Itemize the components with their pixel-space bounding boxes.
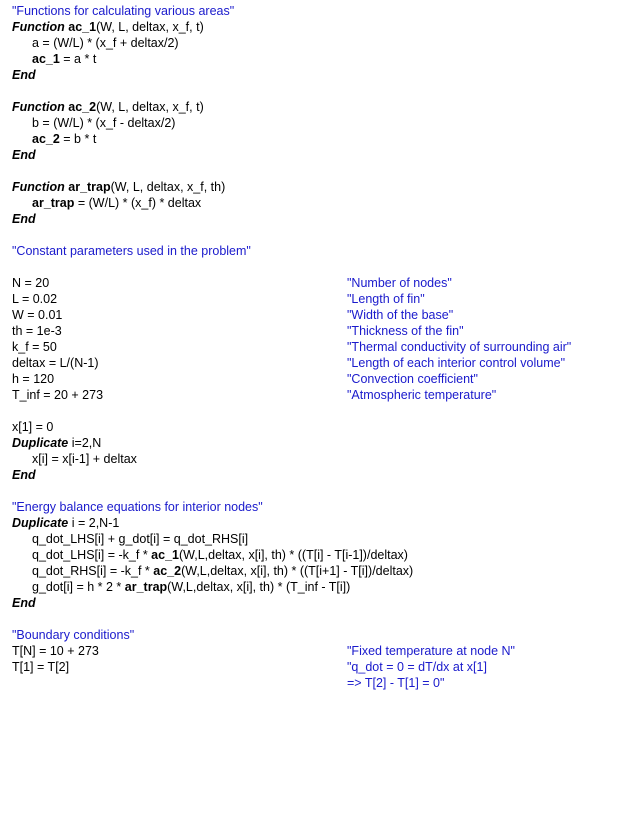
- function-call: ac_2: [153, 564, 182, 578]
- keyword-duplicate: Duplicate: [12, 516, 69, 530]
- statement-deltax: deltax = L/(N-1): [12, 356, 99, 370]
- return-expr: = (W/L) * (x_f) * deltax: [74, 196, 202, 210]
- expr-part: q_dot_LHS[i] = -k_f *: [32, 548, 152, 562]
- statement-gdot: [32, 579, 350, 595]
- comment-kf: "Thermal conductivity of surrounding air": [347, 340, 572, 354]
- keyword-end: End: [12, 148, 36, 162]
- return-name: ac_2: [32, 132, 60, 146]
- statement-T1: T[1] = T[2]: [12, 660, 70, 674]
- duplicate-range: i = 2,N-1: [68, 516, 120, 530]
- function-args: (W, L, deltax, x_f, th): [110, 180, 226, 194]
- function-name: ac_2: [68, 100, 97, 114]
- duplicate-range: i=2,N: [68, 436, 102, 450]
- expr-part: (W,L,deltax, x[i], th) * (T_inf - T[i]): [167, 580, 351, 594]
- expr-part: (W,L,deltax, x[i], th) * ((T[i] - T[i-1])/deltax): [178, 548, 408, 562]
- function-artrap-header: [12, 179, 225, 195]
- return-expr: = a * t: [59, 52, 97, 66]
- comment-boundary: "Boundary conditions": [12, 628, 135, 642]
- statement-energy-balance: q_dot_LHS[i] + g_dot[i] = q_dot_RHS[i]: [32, 532, 249, 546]
- return-expr: = b * t: [59, 132, 97, 146]
- function-ac1-header: [12, 19, 204, 35]
- keyword-end: End: [12, 596, 36, 610]
- statement-L: L = 0.02: [12, 292, 58, 306]
- expr-part: q_dot_RHS[i] = -k_f *: [32, 564, 154, 578]
- keyword-end: End: [12, 468, 36, 482]
- statement-kf: k_f = 50: [12, 340, 57, 354]
- statement-th: th = 1e-3: [12, 324, 62, 338]
- comment-TN: "Fixed temperature at node N": [347, 644, 515, 658]
- statement-TN: T[N] = 10 + 273: [12, 644, 99, 658]
- duplicate-header: [12, 515, 119, 531]
- function-call: ar_trap: [124, 580, 168, 594]
- keyword-function: Function: [12, 20, 65, 34]
- keyword-function: Function: [12, 100, 65, 114]
- expr-part: g_dot[i] = h * 2 *: [32, 580, 125, 594]
- comment-th: "Thickness of the fin": [347, 324, 464, 338]
- comment-h: "Convection coefficient": [347, 372, 478, 386]
- function-args: (W, L, deltax, x_f, t): [96, 20, 204, 34]
- comment-T1-cont: => T[2] - T[1] = 0": [347, 676, 445, 690]
- statement-qdot-lhs: [32, 547, 408, 563]
- comment-T1: "q_dot = 0 = dT/dx at x[1]: [347, 660, 487, 674]
- keyword-duplicate: Duplicate: [12, 436, 69, 450]
- statement-Tinf: T_inf = 20 + 273: [12, 388, 104, 402]
- duplicate-header: [12, 435, 101, 451]
- function-name: ac_1: [68, 20, 97, 34]
- comment-Tinf: "Atmospheric temperature": [347, 388, 497, 402]
- statement-xi: x[i] = x[i-1] + deltax: [32, 452, 137, 466]
- statement-ac1-return: [32, 51, 96, 67]
- comment-L: "Length of fin": [347, 292, 425, 306]
- statement-a: a = (W/L) * (x_f + deltax/2): [32, 36, 179, 50]
- statement-artrap-return: [32, 195, 201, 211]
- return-name: ac_1: [32, 52, 60, 66]
- comment-N: "Number of nodes": [347, 276, 452, 290]
- keyword-end: End: [12, 212, 36, 226]
- comment-energy: "Energy balance equations for interior nodes": [12, 500, 263, 514]
- statement-qdot-rhs: [32, 563, 413, 579]
- statement-ac2-return: [32, 131, 96, 147]
- keyword-end: End: [12, 68, 36, 82]
- comment-constants: "Constant parameters used in the problem": [12, 244, 251, 258]
- statement-W: W = 0.01: [12, 308, 63, 322]
- comment-functions: "Functions for calculating various areas": [12, 4, 235, 18]
- comment-W: "Width of the base": [347, 308, 454, 322]
- return-name: ar_trap: [32, 196, 75, 210]
- function-ac2-header: [12, 99, 204, 115]
- statement-x1: x[1] = 0: [12, 420, 54, 434]
- statement-h: h = 120: [12, 372, 55, 386]
- function-args: (W, L, deltax, x_f, t): [96, 100, 204, 114]
- statement-N: N = 20: [12, 276, 50, 290]
- expr-part: (W,L,deltax, x[i], th) * ((T[i+1] - T[i])/deltax): [181, 564, 414, 578]
- comment-deltax: "Length of each interior control volume": [347, 356, 566, 370]
- function-name: ar_trap: [68, 180, 111, 194]
- keyword-function: Function: [12, 180, 65, 194]
- function-call: ac_1: [151, 548, 179, 562]
- statement-b: b = (W/L) * (x_f - deltax/2): [32, 116, 176, 130]
